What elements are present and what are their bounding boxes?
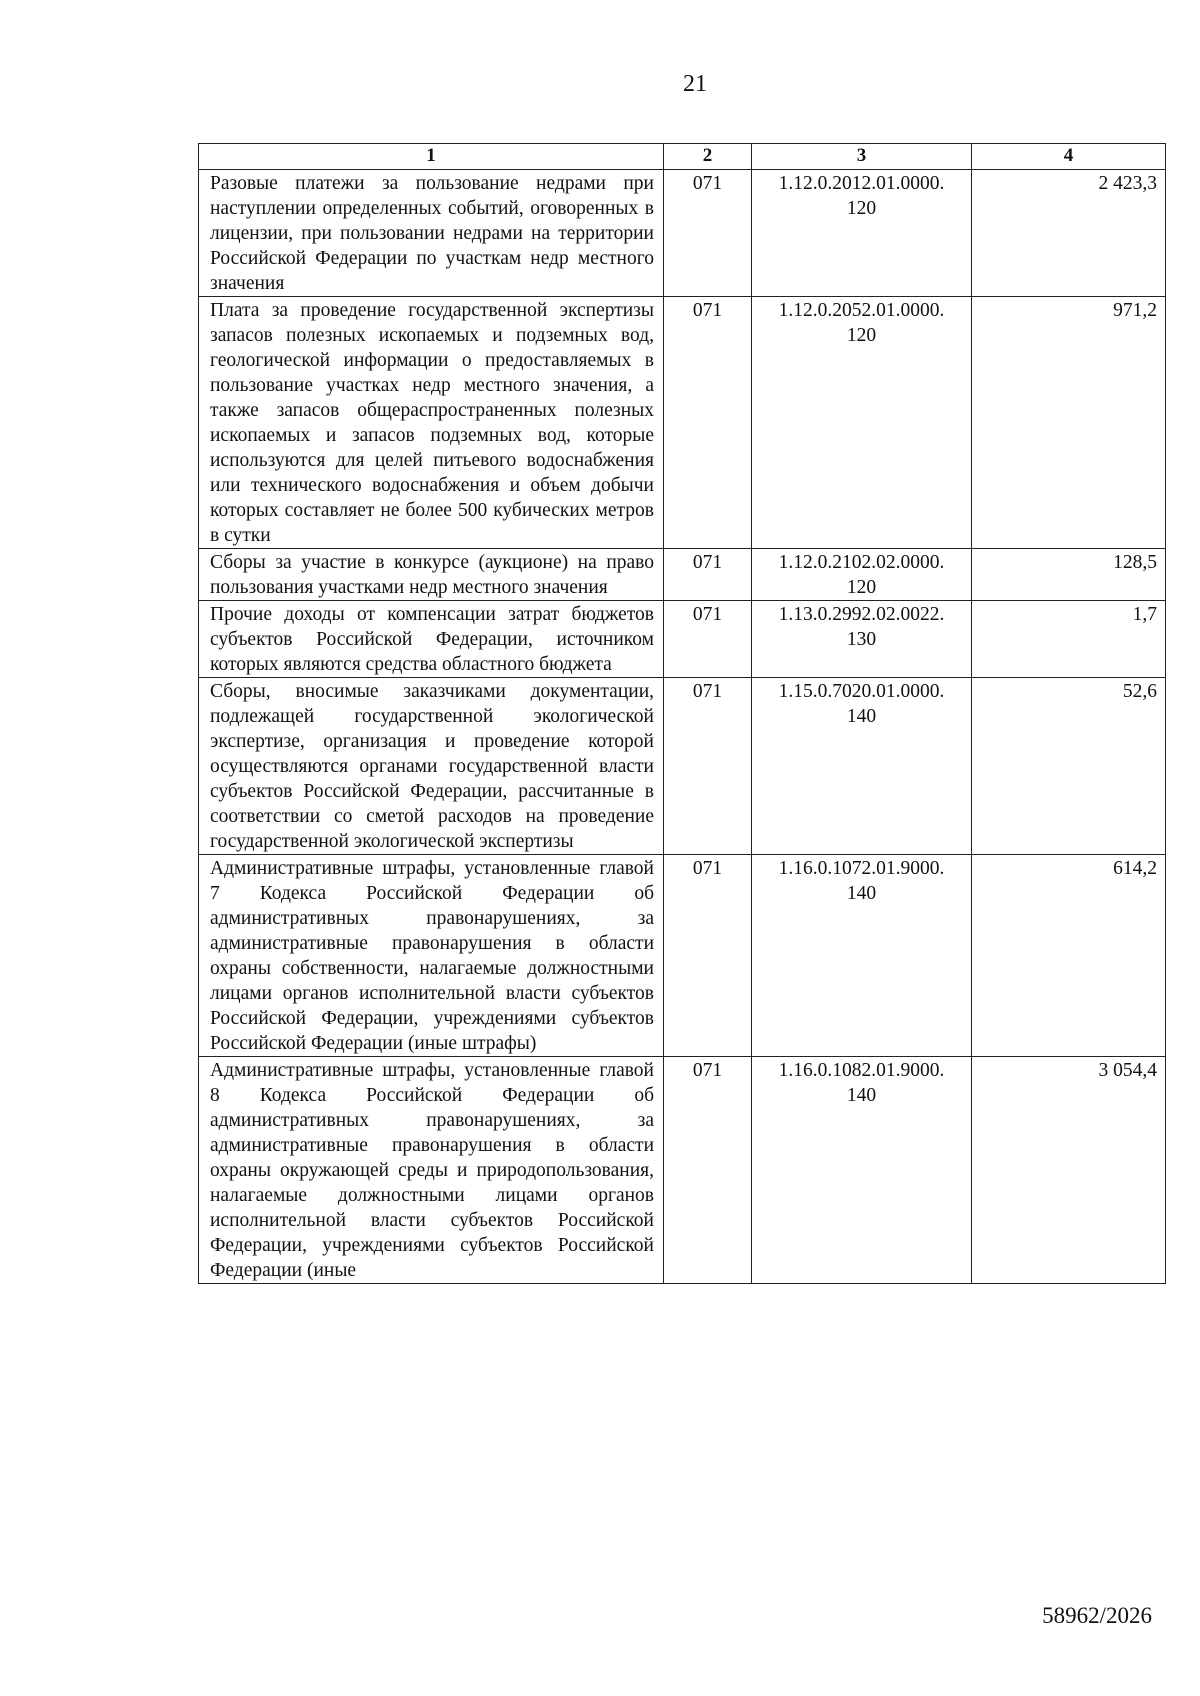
amount: 2 423,3 <box>972 170 1166 297</box>
amount: 128,5 <box>972 549 1166 601</box>
revenue-description: Административные штрафы, установленные главой 8 Кодекса Российской Федерации об административных правонарушениях, за административные правонарушения в области охраны окружающей среды и природопользования, налагаемые должностными лицами органов исполнительной власти субъектов Российской Федерации, учреждениями субъектов Российской Федерации (иные <box>199 1057 664 1284</box>
table-row <box>199 855 1166 1057</box>
revenue-description: Сборы, вносимые заказчиками документации, подлежащей государственной экологической экспертизе, организация и проведение которой осуществляются органами государственной власти субъектов Российской Федерации, рассчитанные в соответствии со сметой расходов на проведение государственной экологической экспертизы <box>199 678 664 855</box>
table-row <box>199 549 1166 601</box>
table-row <box>199 601 1166 678</box>
amount: 3 054,4 <box>972 1057 1166 1284</box>
amount: 1,7 <box>972 601 1166 678</box>
revenue-description: Разовые платежи за пользование недрами при наступлении определенных событий, оговоренных в лицензии, при пользовании недрами на территории Российской Федерации по участкам недр местного значения <box>199 170 664 297</box>
administrator-code: 071 <box>664 549 752 601</box>
budget-classification-code: 1.16.0.1082.01.9000. 140 <box>752 1057 972 1284</box>
administrator-code: 071 <box>664 297 752 549</box>
budget-classification-code: 1.13.0.2992.02.0022. 130 <box>752 601 972 678</box>
budget-classification-code: 1.15.0.7020.01.0000. 140 <box>752 678 972 855</box>
administrator-code: 071 <box>664 855 752 1057</box>
table-row <box>199 678 1166 855</box>
table-row <box>199 170 1166 297</box>
administrator-code: 071 <box>664 170 752 297</box>
budget-classification-code: 1.12.0.2102.02.0000. 120 <box>752 549 972 601</box>
amount: 614,2 <box>972 855 1166 1057</box>
table-row <box>199 297 1166 549</box>
table-header-row <box>199 144 1166 170</box>
column-header-3: 3 <box>752 144 972 170</box>
budget-classification-code: 1.16.0.1072.01.9000. 140 <box>752 855 972 1057</box>
page-number: 21 <box>683 71 707 97</box>
registration-number: 58962/2026 <box>1042 1603 1152 1628</box>
budget-classification-code: 1.12.0.2012.01.0000. 120 <box>752 170 972 297</box>
budget-classification-code: 1.12.0.2052.01.0000. 120 <box>752 297 972 549</box>
amount: 971,2 <box>972 297 1166 549</box>
column-header-1: 1 <box>199 144 664 170</box>
revenue-table <box>198 143 1166 1284</box>
administrator-code: 071 <box>664 1057 752 1284</box>
amount: 52,6 <box>972 678 1166 855</box>
revenue-description: Плата за проведение государственной экспертизы запасов полезных ископаемых и подземных вод, геологической информации о предоставляемых в пользование участках недр местного значения, а также запасов общераспространенных полезных ископаемых и запасов подземных вод, которые используются для целей питьевого водоснабжения или технического водоснабжения и объем добычи которых составляет не более 500 кубических метров в сутки <box>199 297 664 549</box>
column-header-4: 4 <box>972 144 1166 170</box>
table-row <box>199 1057 1166 1284</box>
column-header-2: 2 <box>664 144 752 170</box>
revenue-description: Сборы за участие в конкурсе (аукционе) на право пользования участками недр местного значения <box>199 549 664 601</box>
revenue-description: Прочие доходы от компенсации затрат бюджетов субъектов Российской Федерации, источником которых являются средства областного бюджета <box>199 601 664 678</box>
administrator-code: 071 <box>664 601 752 678</box>
administrator-code: 071 <box>664 678 752 855</box>
revenue-description: Административные штрафы, установленные главой 7 Кодекса Российской Федерации об административных правонарушениях, за административные правонарушения в области охраны собственности, налагаемые должностными лицами органов исполнительной власти субъектов Российской Федерации, учреждениями субъектов Российской Федерации (иные штрафы) <box>199 855 664 1057</box>
